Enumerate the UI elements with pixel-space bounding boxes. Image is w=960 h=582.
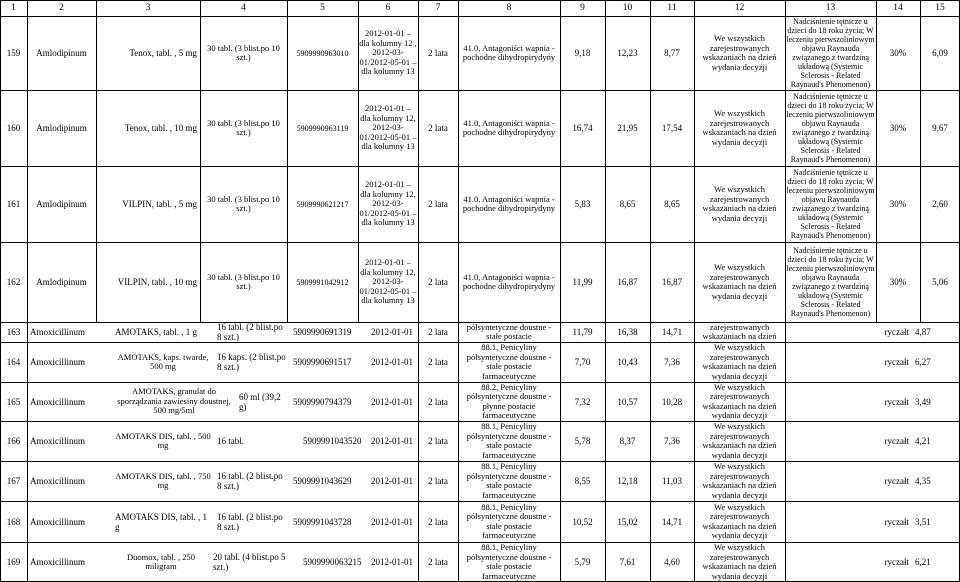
column-header-6: 6 [385,3,391,13]
ean-code: 5909990621217 [296,199,349,209]
table-border [0,501,960,502]
indication-scope: We wszystkich zarejestrowanych wskazaniach na dzień wydania decyzji [702,184,777,223]
drug-name: AMOTAKS DIS, tabl. , 500 mg [115,430,211,450]
patient-copay: 6,09 [932,48,948,58]
price-col-11: 17,54 [661,123,683,133]
table-border [0,342,960,343]
indication-scope: We wszystkich zarejestrowanych wskazaniach na dzień wydania decyzji [702,462,777,500]
row-number: 159 [6,48,21,58]
validity-period: 2 lata [428,48,448,58]
column-header-4: 4 [241,3,246,13]
table-border [605,0,606,322]
table-border [0,461,960,462]
price-col-11: 7,36 [664,357,680,367]
column-header-9: 9 [580,3,585,13]
payment-level: ryczałt [884,516,909,527]
column-header-1: 1 [11,3,16,13]
patient-copay: 4,21 [915,436,931,446]
drug-name: AMOTAKS DIS, tabl. , 750 mg [115,470,211,490]
decision-dates: 2012-01-01 [371,396,413,407]
table-border [0,542,960,543]
table-border [785,0,786,582]
ean-code: 5909991043629 [293,476,352,486]
decision-dates: 2012-01-01 – dla kolumny 12, 2012-03-01/2012-05-01 – dla kolumny 13 [359,103,417,152]
package-size: 16 kaps. (2 blist.po 8 szt.) [217,352,286,372]
price-col-11: 4,60 [664,557,680,567]
row-number: 161 [6,199,21,209]
indication-scope: We wszystkich zarejestrowanych wskazaniach na dzień wydania decyzji [702,33,777,72]
package-size: 16 tabl. (2 blist.po 8 szt.) [217,511,283,532]
column-header-2: 2 [59,3,64,13]
indication-scope: We wszystkich zarejestrowanych wskazaniach na dzień wydania decyzji [702,262,777,301]
decision-dates: 2012-01-01 – dla kolumny 12 , 2012-03-01/2012-05-01 – dla kolumny 13 [359,28,417,77]
decision-dates: 2012-01-01 – dla kolumny 12, 2012-03-01/2012-05-01 – dla kolumny 13 [359,179,417,228]
table-border [0,322,960,323]
decision-dates: 2012-01-01 [371,557,413,567]
table-border [0,421,960,422]
patient-copay: 6,21 [915,557,931,567]
row-number: 169 [6,557,21,567]
payment-level: ryczałt [884,436,909,446]
drug-name: AMOTAKS, kaps. twarde, 500 mg [117,351,209,371]
ean-code: 5909991043728 [293,516,352,527]
limit-group: półsyntetyczne doustne - stałe postacie [466,323,552,341]
patient-copay: 5,06 [932,277,948,287]
limit-group: 41.0, Antagoniści wapnia - pochodne dihydropirydyny [462,117,556,137]
price-col-11: 8,65 [664,199,680,209]
validity-period: 2 lata [428,557,448,567]
decision-dates: 2012-01-01 [371,357,413,367]
validity-period: 2 lata [428,476,448,486]
table-border [694,0,695,582]
price-col-9: 5,83 [574,199,591,209]
indication-scope: zarejestrowanych wskazaniach na dzień [702,323,777,341]
table-border [605,322,606,582]
off-label-indication: Nadciśnienie tętnicze u dzieci do 18 roku życia; W leczeniu pierwszoliniowym objawu Raynauda związanego z twardziną układową (Systemic Sclerosis - Related Raynaud's Phenomenon) [786,92,875,164]
validity-period: 2 lata [428,396,448,407]
patient-copay: 3,51 [915,516,931,527]
payment-level: ryczałt [884,396,909,407]
price-col-11: 14,71 [661,516,683,527]
patient-copay: 4,87 [915,327,931,337]
drug-name: VILPIN, tabl. , 5 mg [122,199,197,209]
package-size: 30 tabl. (3 blist.po 10 szt.) [207,117,280,137]
limit-group: 41.0, Antagoniści wapnia - pochodne dihydropirydyny [462,42,556,62]
column-header-7: 7 [435,3,441,13]
row-number: 160 [6,123,21,133]
substance-name: Amlodipinum [36,199,87,209]
price-col-10: 12,18 [617,476,638,486]
substance-name: Amoxicillinum [30,436,85,446]
patient-copay: 9,67 [932,123,948,133]
price-col-10: 15,02 [617,516,638,527]
indication-scope: We wszystkich zarejestrowanych wskazaniach na dzień wydania decyzji [702,108,777,147]
off-label-indication: Nadciśnienie tętnicze u dzieci do 18 roku życia; W leczeniu pierwszoliniowym objawu Raynauda związanego z twardziną układową (Systemic Sclerosis - Related Raynaud's Phenomenon) [786,168,875,240]
price-col-9: 10,52 [572,516,593,527]
price-col-9: 5,78 [574,436,591,446]
payment-level: ryczałt [884,557,909,567]
drug-name: Tenox, tabl. , 5 mg [129,48,197,58]
limit-group: 41.0, Antagoniści wapnia - pochodne dihydropirydyny [462,193,556,213]
indication-scope: We wszystkich zarejestrowanych wskazaniach na dzień wydania decyzji [702,502,777,540]
indication-scope: We wszystkich zarejestrowanych wskazaniach na dzień wydania decyzji [702,383,777,420]
off-label-indication: Nadciśnienie tętnicze u dzieci do 18 roku życia; W leczeniu pierwszoliniowym objawu Raynauda związanego z twardziną układową (Systemic Sclerosis - Related Raynaud's Phenomenon) [786,17,875,89]
package-size: 16 tabl. (2 blist.po 8 szt.) [217,471,283,491]
price-col-9: 8,55 [574,476,591,486]
column-header-8: 8 [506,3,512,13]
patient-copay: 6,27 [915,357,931,367]
ean-code: 5909990063215 [303,557,362,567]
payment-level: 30% [889,123,907,133]
payment-level: 30% [889,199,907,209]
package-size: 60 ml (39,2 g) [239,391,281,412]
price-col-10: 8,65 [619,199,636,209]
price-col-9: 9,18 [574,48,591,58]
drug-name: AMOTAKS, granulat do sporządzania zawiesiny doustnej, 500 mg/5ml [117,386,231,416]
row-number: 165 [6,396,21,407]
table-border [0,90,960,91]
price-col-10: 16,87 [617,277,638,287]
patient-copay: 3,49 [915,396,931,407]
price-col-10: 16,38 [617,327,638,337]
row-number: 168 [6,516,21,527]
price-col-11: 11,03 [662,476,682,486]
price-col-9: 7,32 [574,396,591,407]
price-col-9: 5,79 [574,557,591,567]
limit-group: 88.1, Penicyliny półsyntetyczne doustne - stałe postacie farmaceutyczne [466,543,552,581]
column-header-3: 3 [145,3,151,13]
validity-period: 2 lata [428,277,448,287]
package-size: 30 tabl. (3 blist.po 10 szt.) [207,42,280,62]
table-border [876,0,877,322]
limit-group: 88.1, Penicyliny półsyntetyczne doustne - stałe postacie farmaceutyczne [466,343,552,381]
substance-name: Amoxicillinum [30,327,85,337]
price-col-10: 10,43 [617,357,638,367]
price-col-9: 11,99 [572,277,593,287]
payment-level: ryczałt [884,327,909,337]
drug-name: Tenox, tabl. , 10 mg [124,123,197,133]
table-border [200,0,201,322]
price-col-11: 8,77 [664,48,680,58]
price-col-11: 10,28 [661,396,683,407]
price-col-10: 7,61 [619,557,636,567]
table-border [27,0,28,582]
decision-dates: 2012-01-01 [371,476,413,486]
drug-name: VILPIN, tabl. , 10 mg [117,277,197,287]
drug-name: AMOTAKS DIS, tabl. , 1 g [115,511,208,532]
package-size: 20 tabl. (4 blist.po 5 szt.) [213,552,286,572]
package-size: 16 tabl. [217,436,244,446]
table-border [358,0,359,322]
validity-period: 2 lata [428,436,448,446]
package-size: 30 tabl. (3 blist.po 10 szt.) [207,193,280,213]
column-header-13: 13 [825,3,836,13]
ean-code: 5909990691517 [293,357,352,367]
row-number: 167 [6,476,21,486]
row-number: 163 [6,327,21,337]
column-header-14: 14 [893,3,903,13]
validity-period: 2 lata [428,516,448,527]
table-border [458,0,459,582]
substance-name: Amoxicillinum [30,396,85,407]
indication-scope: We wszystkich zarejestrowanych wskazaniach na dzień wydania decyzji [702,543,777,581]
decision-dates: 2012-01-01 – dla kolumny 12, 2012-03-01/2012-05-01 – dla kolumny 13 [359,257,417,306]
substance-name: Amlodipinum [36,48,87,58]
table-border [96,0,97,322]
table-border [560,0,561,582]
table-border [0,166,960,167]
payment-level: 30% [889,48,907,58]
limit-group: 41.0, Antagoniści wapnia - pochodne dihydropirydyny [462,271,556,291]
validity-period: 2 lata [428,357,448,367]
ean-code: 5909990691319 [293,327,352,337]
substance-name: Amlodipinum [36,277,87,287]
limit-group: 88.1, Penicyliny półsyntetyczne doustne - stałe postacie farmaceutyczne [466,502,552,540]
column-header-12: 12 [734,3,745,13]
row-number: 166 [6,436,21,446]
payment-level: ryczałt [884,357,909,367]
price-col-10: 21,95 [617,123,638,133]
row-number: 164 [6,357,21,367]
substance-name: Amoxicillinum [30,357,85,367]
table-border [0,0,1,582]
package-size: 16 tabl. (2 blist.po 8 szt.) [217,323,283,341]
price-col-9: 7,70 [574,357,591,367]
table-border [0,0,960,1]
table-border [920,0,921,322]
drug-name: Duomox, tabl. , 250 miligram [127,551,195,571]
price-col-10: 8,37 [619,436,636,446]
price-col-10: 12,23 [617,48,638,58]
limit-group: 88.2, Penicyliny półsyntetyczne doustne - płynne postacie farmaceutyczne [466,383,552,420]
price-col-9: 11,79 [572,327,593,337]
table-border [0,382,960,383]
column-header-15: 15 [935,3,945,13]
column-header-11: 11 [667,3,677,13]
validity-period: 2 lata [428,123,448,133]
price-col-10: 10,57 [617,396,638,407]
price-col-11: 7,36 [664,436,680,446]
validity-period: 2 lata [428,327,448,337]
substance-name: Amlodipinum [36,123,87,133]
table-border [0,16,960,17]
substance-name: Amoxicillinum [30,476,85,486]
patient-copay: 2,60 [932,199,948,209]
table-border [0,242,960,243]
table-border [650,0,651,322]
table-border [287,0,288,322]
substance-name: Amoxicillinum [30,557,85,567]
price-col-11: 14,71 [661,327,683,337]
limit-group: 88.1, Penicyliny półsyntetyczne doustne - stałe postacie farmaceutyczne [466,422,552,460]
drug-name: AMOTAKS, tabl. , 1 g [115,327,198,337]
ean-code: 5909991043520 [303,436,362,446]
indication-scope: We wszystkich zarejestrowanych wskazaniach na dzień wydania decyzji [702,422,777,460]
table-border [650,322,651,582]
patient-copay: 4,35 [915,476,931,486]
ean-code: 5909990963119 [296,123,349,133]
column-header-10: 10 [622,3,633,13]
row-number: 162 [6,277,21,287]
package-size: 30 tabl. (3 blist.po 10 szt.) [207,271,280,291]
ean-code: 5909990794379 [293,396,352,407]
decision-dates: 2012-01-01 [371,327,413,337]
off-label-indication: Nadciśnienie tętnicze u dzieci do 18 roku życia; W leczeniu pierwszoliniowym objawu Raynauda związanego z twardziną układową (Systemic Sclerosis - Related Raynaud's Phenomenon) [786,246,875,318]
ean-code: 5909990963010 [296,48,349,58]
table-border [418,0,419,322]
payment-level: 30% [889,277,907,287]
indication-scope: We wszystkich zarejestrowanych wskazaniach na dzień wydania decyzji [702,343,777,381]
decision-dates: 2012-01-01 [371,516,413,527]
decision-dates: 2012-01-01 [371,436,413,446]
price-col-11: 16,87 [661,277,683,287]
ean-code: 5909991042912 [296,277,349,287]
table-border [418,322,419,582]
limit-group: 88.1, Penicyliny półsyntetyczne doustne - stałe postacie farmaceutyczne [466,462,552,500]
payment-level: ryczałt [884,476,909,486]
price-col-9: 16,74 [572,123,593,133]
validity-period: 2 lata [428,199,448,209]
substance-name: Amoxicillinum [30,516,85,527]
column-header-5: 5 [320,3,325,13]
